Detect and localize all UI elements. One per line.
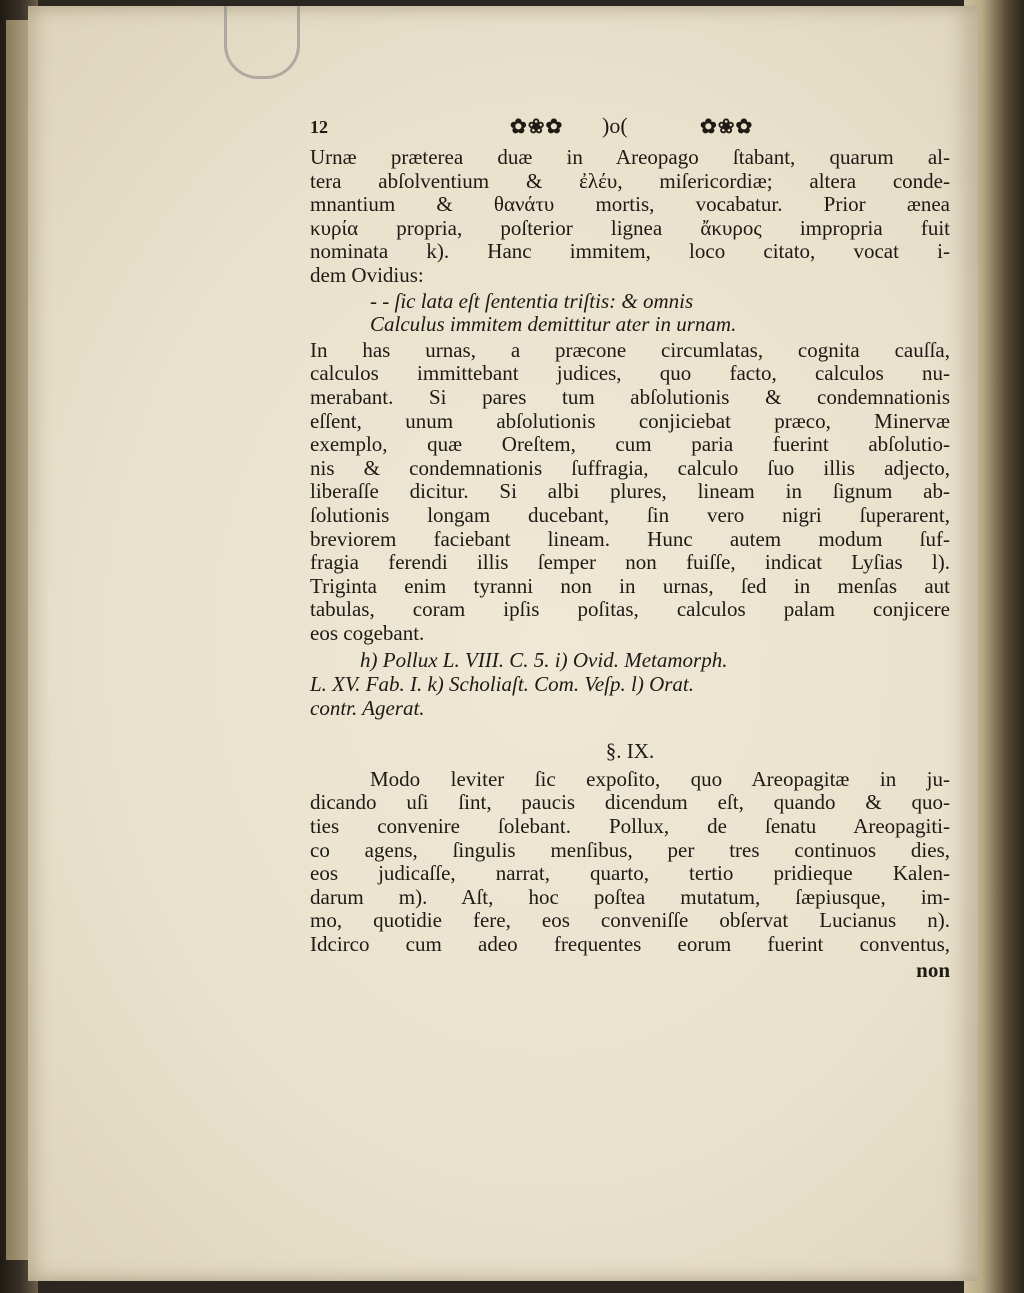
text-line: darum m). Aſt, hoc poſtea mutatum, ſæpiusque, im- (310, 885, 950, 909)
text-line: κυρία propria, poſterior lignea ἄκυρος impropria fuit (310, 216, 950, 240)
text-line: dicando uſi ſint, paucis dicendum eſt, quando & quo- (310, 791, 950, 815)
verse-quotation (310, 290, 950, 337)
text-line: tera abſolventium & ἐλέυ, miſericordiæ; altera conde- (310, 169, 950, 193)
text-line: ties convenire ſolebant. Pollux, de ſenatu Areopagiti- (310, 815, 950, 839)
text-line: dem Ovidius: (310, 263, 424, 287)
text-line: Urnæ præterea duæ in Areopago ſtabant, quarum al- (310, 146, 950, 169)
text-line: eos cogebant. (310, 621, 425, 645)
footnotes (310, 649, 950, 720)
verse-line: Calculus immitem demittitur ater in urnam. (370, 312, 737, 337)
text-line: nis & condemnationis ſuffragia, calculo ſuo illis adjecto, (310, 456, 950, 480)
section-heading: §. IX. (605, 739, 655, 764)
text-block (310, 110, 950, 982)
text-line: co agens, ſingulis menſibus, per tres continuos dies, (310, 838, 950, 862)
text-line: fragia ferendi illis ſemper non fuiſſe, indicat Lyſias l). (310, 551, 950, 575)
text-line: ſolutionis longam ducebant, ſin vero nigri ſuperarent, (310, 503, 950, 527)
text-line: Idcirco cum adeo frequentes eorum fuerint conventus, (310, 933, 950, 956)
page-header (310, 110, 950, 146)
text-line: Triginta enim tyranni non in urnas, ſed in menſas aut (310, 574, 950, 598)
text-line: breviorem faciebant lineam. Hunc autem modum ſuf- (310, 527, 950, 551)
paragraph-modo (310, 768, 950, 957)
text-line: mo, quotidie fere, eos conveniſſe obſervat Lucianus n). (310, 909, 950, 933)
footnote-line: h) Pollux L. VIII. C. 5. i) Ovid. Metamorph. (360, 648, 728, 673)
text-line: merabant. Si pares tum abſolutionis & condemnationis (310, 385, 950, 409)
text-line: In has urnas, a præcone circumlatas, cognita cauſſa, (310, 338, 950, 362)
paragraph-urnae (310, 146, 950, 288)
header-center-ornament: )o( (602, 113, 628, 138)
text-line: eſſent, unum abſolutionis conjiciebat præco, Minervæ (310, 409, 950, 433)
footnote-line: L. XV. Fab. I. k) Scholiaſt. Com. Veſp. l) Orat. (310, 672, 694, 697)
text-line: Modo leviter ſic expoſito, quo Areopagitæ in ju- (370, 767, 950, 791)
paper-clip-icon (224, 6, 300, 79)
header-ornament-right-icon: ✿❀✿ (700, 116, 754, 138)
text-line: mnantium & θανάτυ mortis, vocabatur. Prior ænea (310, 193, 950, 217)
text-line: liberaſſe dicitur. Si albi plures, lineam in ſignum ab- (310, 480, 950, 504)
paragraph-urnas (310, 339, 950, 646)
text-line: nominata k). Hanc immitem, loco citato, vocat i- (310, 240, 950, 264)
text-line: exemplo, quæ Oreſtem, cum paria fuerint abſolutio- (310, 433, 950, 457)
catchword: non (916, 957, 950, 982)
text-line: tabulas, coram ipſis poſitas, calculos palam conjicere (310, 598, 950, 622)
verse-line: - - ſic lata eſt ſententia triſtis: & omnis (370, 288, 694, 313)
footnote-line: contr. Agerat. (310, 695, 425, 720)
text-line: calculos immittebant judices, quo facto, calculos nu- (310, 362, 950, 386)
header-ornament-left-icon: ✿❀✿ (510, 116, 564, 138)
folio-number: 12 (310, 117, 328, 137)
text-line: eos judicaſſe, narrat, quarto, tertio pridieque Kalen- (310, 862, 950, 886)
